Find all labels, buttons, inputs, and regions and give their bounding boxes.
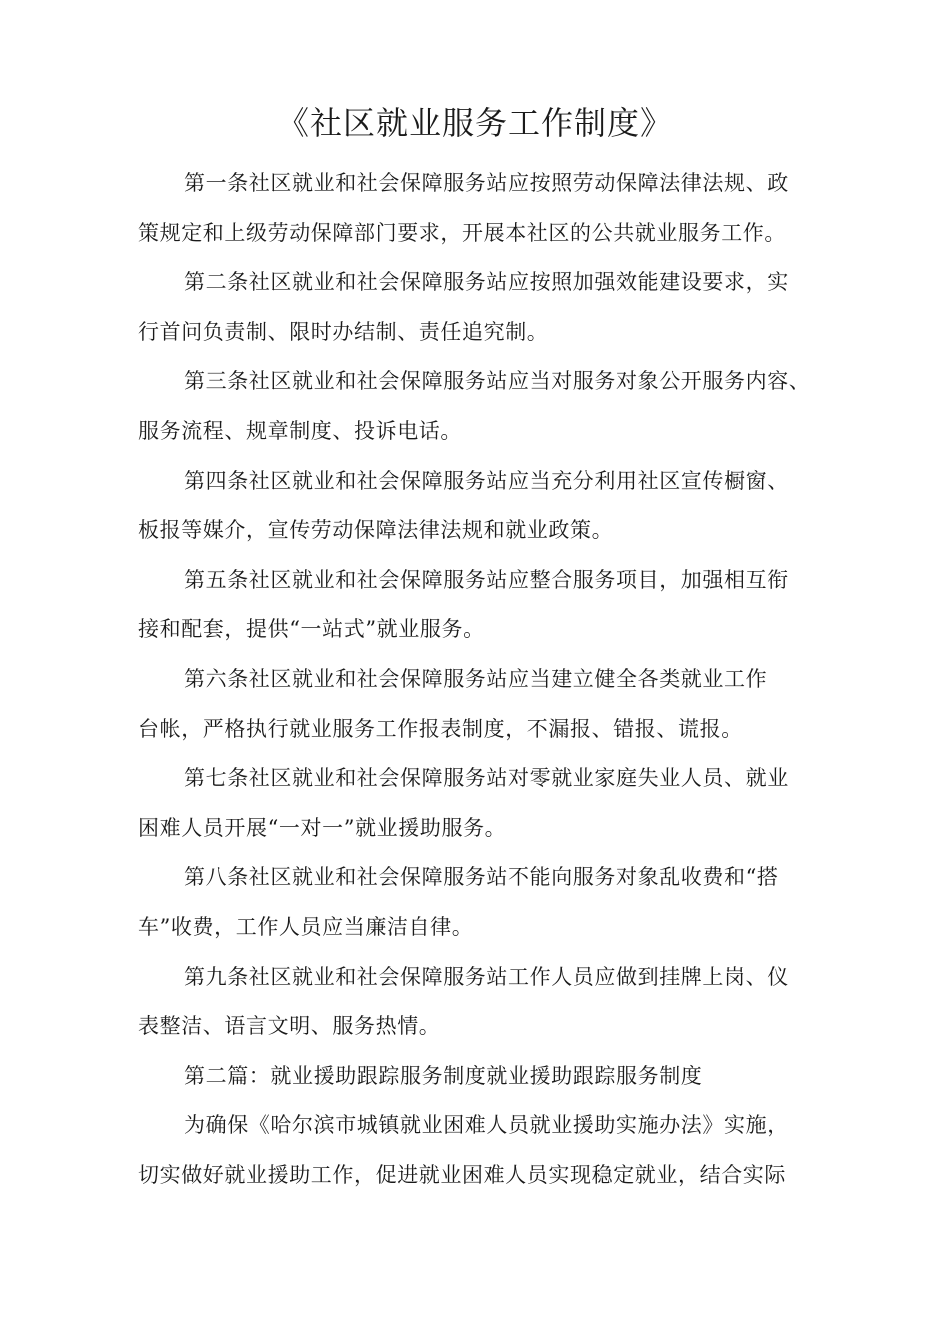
article-2-paragraph (138, 258, 838, 357)
section-heading-paragraph (138, 1052, 838, 1102)
article-3-paragraph (138, 357, 838, 456)
paragraph-line: 台帐，严格执行就业服务工作报表制度，不漏报、错报、谎报。 (138, 716, 743, 741)
paragraph-line: 接和配套，提供“一站式”就业服务。 (138, 617, 485, 642)
intro-paragraph (138, 1101, 838, 1200)
article-7-paragraph (138, 754, 838, 853)
article-4-paragraph (138, 457, 838, 556)
paragraph-line: 第九条社区就业和社会保障服务站工作人员应做到挂牌上岗、仪 (184, 964, 789, 989)
paragraph-line: 策规定和上级劳动保障部门要求，开展本社区的公共就业服务工作。 (138, 220, 786, 245)
paragraph-line: 表整洁、语言文明、服务热情。 (138, 1014, 441, 1039)
paragraph-line: 第六条社区就业和社会保障服务站应当建立健全各类就业工作 (184, 666, 768, 691)
paragraph-line: 行首问负责制、限时办结制、责任追究制。 (138, 319, 549, 344)
paragraph-line: 第三条社区就业和社会保障服务站应当对服务对象公开服务内容、 (184, 369, 811, 394)
paragraph-line: 板报等媒介，宣传劳动保障法律法规和就业政策。 (138, 518, 614, 543)
paragraph-line: 第四条社区就业和社会保障服务站应当充分利用社区宣传橱窗、 (184, 468, 789, 493)
paragraph-line: 第一条社区就业和社会保障服务站应按照劳动保障法律法规、政 (184, 171, 789, 195)
paragraph-line: 服务流程、规章制度、投诉电话。 (138, 418, 462, 443)
paragraph-line: 第七条社区就业和社会保障服务站对零就业家庭失业人员、就业 (184, 766, 789, 791)
paragraph-line: 第八条社区就业和社会保障服务站不能向服务对象乱收费和“搭 (184, 865, 779, 890)
article-6-paragraph (138, 655, 838, 754)
paragraph-line: 车”收费，工作人员应当廉洁自律。 (138, 914, 474, 939)
paragraph-line: 为确保《哈尔滨市城镇就业困难人员就业援助实施办法》实施， (184, 1113, 789, 1138)
document-title: 《社区就业服务工作制度》 (276, 104, 673, 142)
paragraph-line: 第二条社区就业和社会保障服务站应按照加强效能建设要求，实 (184, 270, 789, 295)
article-9-paragraph (138, 953, 838, 1052)
article-5-paragraph (138, 556, 838, 655)
paragraph-line: 困难人员开展“一对一”就业援助服务。 (138, 815, 507, 840)
document-body (138, 159, 838, 1200)
article-1-paragraph (138, 159, 838, 258)
section-heading-line: 第二篇：就业援助跟踪服务制度就业援助跟踪服务制度 (184, 1063, 703, 1088)
paragraph-line: 切实做好就业援助工作，促进就业困难人员实现稳定就业，结合实际 (138, 1162, 786, 1187)
article-8-paragraph (138, 853, 838, 952)
paragraph-line: 第五条社区就业和社会保障服务站应整合服务项目，加强相互衔 (184, 567, 789, 592)
